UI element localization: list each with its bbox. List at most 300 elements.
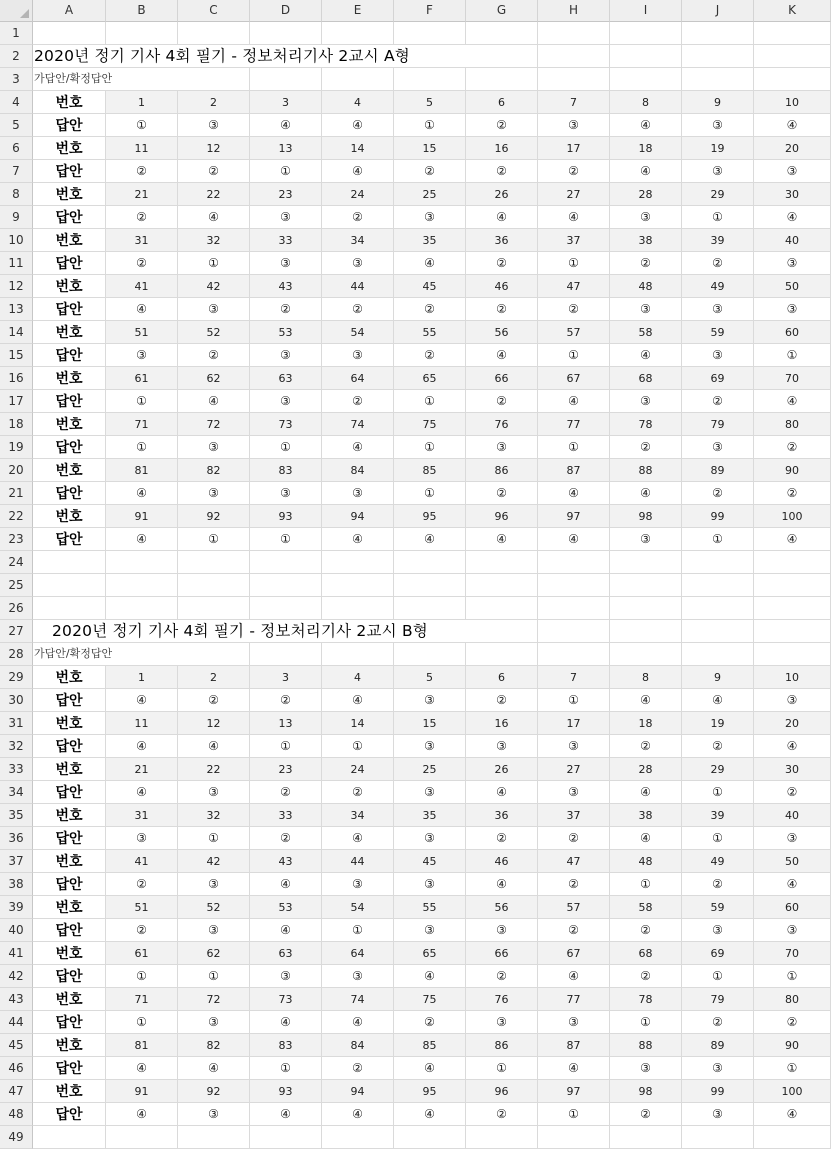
question-number-cell[interactable]: 64 — [322, 367, 394, 390]
row-header-11[interactable]: 11 — [0, 252, 33, 275]
answer-cell[interactable]: ④ — [610, 482, 682, 505]
question-number-cell[interactable]: 42 — [178, 850, 250, 873]
question-number-label[interactable]: 번호 — [33, 137, 106, 160]
answer-cell[interactable]: ④ — [106, 528, 178, 551]
answer-cell[interactable]: ④ — [754, 206, 831, 229]
question-number-cell[interactable]: 2 — [178, 91, 250, 114]
answer-cell[interactable]: ③ — [466, 735, 538, 758]
row-header-18[interactable]: 18 — [0, 413, 33, 436]
question-number-cell[interactable]: 19 — [682, 137, 754, 160]
question-number-cell[interactable]: 87 — [538, 1034, 610, 1057]
answer-cell[interactable]: ① — [538, 689, 610, 712]
answer-cell[interactable]: ① — [682, 827, 754, 850]
answer-cell[interactable]: ② — [754, 482, 831, 505]
question-number-cell[interactable]: 37 — [538, 229, 610, 252]
answer-cell[interactable]: ② — [754, 781, 831, 804]
question-number-cell[interactable]: 10 — [754, 666, 831, 689]
question-number-cell[interactable]: 26 — [466, 758, 538, 781]
answer-cell[interactable]: ① — [682, 528, 754, 551]
answer-label[interactable]: 답안 — [33, 827, 106, 850]
answer-cell[interactable]: ① — [106, 965, 178, 988]
answer-cell[interactable]: ④ — [538, 206, 610, 229]
empty-cell[interactable] — [538, 551, 610, 574]
question-number-cell[interactable]: 35 — [394, 229, 466, 252]
question-number-label[interactable]: 번호 — [33, 183, 106, 206]
question-number-cell[interactable]: 55 — [394, 896, 466, 919]
question-number-label[interactable]: 번호 — [33, 459, 106, 482]
answer-cell[interactable]: ② — [178, 160, 250, 183]
answer-cell[interactable]: ③ — [250, 482, 322, 505]
empty-cell[interactable] — [466, 551, 538, 574]
question-number-cell[interactable]: 11 — [106, 137, 178, 160]
row-header-19[interactable]: 19 — [0, 436, 33, 459]
question-number-cell[interactable]: 48 — [610, 275, 682, 298]
empty-cell[interactable] — [394, 643, 466, 666]
question-number-cell[interactable]: 66 — [466, 942, 538, 965]
question-number-cell[interactable]: 13 — [250, 137, 322, 160]
answer-label[interactable]: 답안 — [33, 965, 106, 988]
question-number-cell[interactable]: 61 — [106, 942, 178, 965]
answer-cell[interactable]: ③ — [322, 252, 394, 275]
empty-cell[interactable] — [322, 574, 394, 597]
answer-cell[interactable]: ③ — [610, 206, 682, 229]
question-number-cell[interactable]: 58 — [610, 321, 682, 344]
question-number-cell[interactable]: 55 — [394, 321, 466, 344]
question-number-cell[interactable]: 83 — [250, 1034, 322, 1057]
answer-cell[interactable]: ③ — [394, 735, 466, 758]
answer-cell[interactable]: ③ — [178, 873, 250, 896]
answer-cell[interactable]: ③ — [538, 1011, 610, 1034]
answer-cell[interactable]: ③ — [178, 298, 250, 321]
question-number-cell[interactable]: 90 — [754, 1034, 831, 1057]
empty-cell[interactable] — [394, 1126, 466, 1149]
answer-cell[interactable]: ③ — [322, 965, 394, 988]
question-number-cell[interactable]: 15 — [394, 712, 466, 735]
question-number-cell[interactable]: 88 — [610, 459, 682, 482]
empty-cell[interactable] — [754, 551, 831, 574]
question-number-cell[interactable]: 8 — [610, 666, 682, 689]
answer-cell[interactable]: ④ — [754, 1103, 831, 1126]
question-number-label[interactable]: 번호 — [33, 850, 106, 873]
empty-cell[interactable] — [322, 1126, 394, 1149]
empty-cell[interactable] — [610, 68, 682, 91]
question-number-cell[interactable]: 62 — [178, 942, 250, 965]
question-number-cell[interactable]: 14 — [322, 712, 394, 735]
answer-cell[interactable]: ① — [610, 1011, 682, 1034]
empty-cell[interactable] — [538, 45, 610, 68]
answer-cell[interactable]: ③ — [682, 114, 754, 137]
answer-cell[interactable]: ② — [394, 1011, 466, 1034]
question-number-cell[interactable]: 45 — [394, 850, 466, 873]
question-number-cell[interactable]: 92 — [178, 1080, 250, 1103]
row-header-41[interactable]: 41 — [0, 942, 33, 965]
question-number-cell[interactable]: 48 — [610, 850, 682, 873]
answer-cell[interactable]: ③ — [610, 1057, 682, 1080]
empty-cell[interactable] — [250, 1126, 322, 1149]
answer-cell[interactable]: ③ — [250, 252, 322, 275]
answer-cell[interactable]: ① — [538, 344, 610, 367]
answer-cell[interactable]: ③ — [466, 436, 538, 459]
answer-cell[interactable]: ② — [682, 482, 754, 505]
question-number-cell[interactable]: 56 — [466, 896, 538, 919]
answer-cell[interactable]: ① — [178, 827, 250, 850]
answer-cell[interactable]: ② — [322, 206, 394, 229]
answer-cell[interactable]: ② — [466, 298, 538, 321]
answer-label[interactable]: 답안 — [33, 1011, 106, 1034]
row-header-2[interactable]: 2 — [0, 45, 33, 68]
answer-label[interactable]: 답안 — [33, 298, 106, 321]
answer-cell[interactable]: ① — [394, 390, 466, 413]
answer-cell[interactable]: ④ — [250, 919, 322, 942]
question-number-cell[interactable]: 20 — [754, 137, 831, 160]
row-header-25[interactable]: 25 — [0, 574, 33, 597]
empty-cell[interactable] — [466, 1126, 538, 1149]
answer-cell[interactable]: ① — [106, 114, 178, 137]
row-header-49[interactable]: 49 — [0, 1126, 33, 1149]
answer-cell[interactable]: ① — [610, 873, 682, 896]
question-number-cell[interactable]: 57 — [538, 896, 610, 919]
answer-cell[interactable]: ④ — [178, 206, 250, 229]
question-number-cell[interactable]: 47 — [538, 275, 610, 298]
question-number-cell[interactable]: 56 — [466, 321, 538, 344]
answer-cell[interactable]: ③ — [178, 919, 250, 942]
question-number-cell[interactable]: 68 — [610, 942, 682, 965]
question-number-cell[interactable]: 54 — [322, 321, 394, 344]
answer-cell[interactable]: ③ — [394, 873, 466, 896]
row-header-3[interactable]: 3 — [0, 68, 33, 91]
answer-cell[interactable]: ④ — [106, 298, 178, 321]
question-number-cell[interactable]: 49 — [682, 275, 754, 298]
answer-cell[interactable]: ③ — [178, 482, 250, 505]
answer-cell[interactable]: ④ — [538, 482, 610, 505]
answer-cell[interactable]: ④ — [754, 873, 831, 896]
answer-cell[interactable]: ① — [178, 252, 250, 275]
answer-cell[interactable]: ③ — [178, 114, 250, 137]
answer-cell[interactable]: ② — [250, 689, 322, 712]
question-number-cell[interactable]: 94 — [322, 1080, 394, 1103]
empty-cell[interactable] — [682, 1126, 754, 1149]
question-number-cell[interactable]: 6 — [466, 666, 538, 689]
row-header-20[interactable]: 20 — [0, 459, 33, 482]
answer-cell[interactable]: ② — [754, 436, 831, 459]
answer-label[interactable]: 답안 — [33, 160, 106, 183]
question-number-cell[interactable]: 73 — [250, 988, 322, 1011]
column-header-a[interactable]: A — [33, 0, 106, 22]
question-number-cell[interactable]: 90 — [754, 459, 831, 482]
question-number-cell[interactable]: 16 — [466, 712, 538, 735]
answer-cell[interactable]: ② — [394, 160, 466, 183]
row-header-42[interactable]: 42 — [0, 965, 33, 988]
row-header-31[interactable]: 31 — [0, 712, 33, 735]
empty-cell[interactable] — [610, 620, 682, 643]
question-number-cell[interactable]: 39 — [682, 804, 754, 827]
answer-cell[interactable]: ④ — [178, 1057, 250, 1080]
question-number-label[interactable]: 번호 — [33, 229, 106, 252]
answer-cell[interactable]: ③ — [178, 1011, 250, 1034]
question-number-cell[interactable]: 33 — [250, 804, 322, 827]
column-header-b[interactable]: B — [106, 0, 178, 22]
question-number-cell[interactable]: 96 — [466, 1080, 538, 1103]
answer-label[interactable]: 답안 — [33, 1057, 106, 1080]
empty-cell[interactable] — [33, 22, 106, 45]
answer-cell[interactable]: ② — [610, 735, 682, 758]
question-number-cell[interactable]: 3 — [250, 91, 322, 114]
question-number-cell[interactable]: 40 — [754, 804, 831, 827]
question-number-label[interactable]: 번호 — [33, 367, 106, 390]
question-number-cell[interactable]: 4 — [322, 91, 394, 114]
row-header-36[interactable]: 36 — [0, 827, 33, 850]
question-number-cell[interactable]: 34 — [322, 229, 394, 252]
answer-cell[interactable]: ④ — [106, 1057, 178, 1080]
question-number-cell[interactable]: 3 — [250, 666, 322, 689]
answer-cell[interactable]: ② — [250, 827, 322, 850]
answer-cell[interactable]: ④ — [394, 528, 466, 551]
question-number-cell[interactable]: 41 — [106, 275, 178, 298]
answer-label[interactable]: 답안 — [33, 735, 106, 758]
question-number-label[interactable]: 번호 — [33, 1034, 106, 1057]
answer-cell[interactable]: ④ — [106, 735, 178, 758]
question-number-cell[interactable]: 97 — [538, 1080, 610, 1103]
empty-cell[interactable] — [322, 22, 394, 45]
question-number-cell[interactable]: 57 — [538, 321, 610, 344]
answer-cell[interactable]: ② — [610, 919, 682, 942]
empty-cell[interactable] — [754, 45, 831, 68]
row-header-40[interactable]: 40 — [0, 919, 33, 942]
row-header-30[interactable]: 30 — [0, 689, 33, 712]
answer-label[interactable]: 답안 — [33, 344, 106, 367]
question-number-cell[interactable]: 47 — [538, 850, 610, 873]
row-header-16[interactable]: 16 — [0, 367, 33, 390]
question-number-cell[interactable]: 39 — [682, 229, 754, 252]
answer-cell[interactable]: ④ — [466, 528, 538, 551]
row-header-24[interactable]: 24 — [0, 551, 33, 574]
empty-cell[interactable] — [754, 643, 831, 666]
question-number-cell[interactable]: 86 — [466, 1034, 538, 1057]
answer-cell[interactable]: ④ — [322, 436, 394, 459]
row-header-34[interactable]: 34 — [0, 781, 33, 804]
row-header-45[interactable]: 45 — [0, 1034, 33, 1057]
empty-cell[interactable] — [178, 597, 250, 620]
answer-label[interactable]: 답안 — [33, 252, 106, 275]
empty-cell[interactable] — [250, 597, 322, 620]
answer-label[interactable]: 답안 — [33, 528, 106, 551]
question-number-cell[interactable]: 85 — [394, 1034, 466, 1057]
question-number-cell[interactable]: 88 — [610, 1034, 682, 1057]
row-header-14[interactable]: 14 — [0, 321, 33, 344]
row-header-39[interactable]: 39 — [0, 896, 33, 919]
answer-cell[interactable]: ③ — [394, 206, 466, 229]
empty-cell[interactable] — [33, 597, 106, 620]
question-number-cell[interactable]: 63 — [250, 942, 322, 965]
question-number-cell[interactable]: 79 — [682, 988, 754, 1011]
answer-cell[interactable]: ④ — [178, 735, 250, 758]
question-number-cell[interactable]: 22 — [178, 183, 250, 206]
question-number-cell[interactable]: 100 — [754, 505, 831, 528]
answer-cell[interactable]: ③ — [394, 827, 466, 850]
question-number-cell[interactable]: 82 — [178, 459, 250, 482]
answer-cell[interactable]: ② — [538, 160, 610, 183]
question-number-cell[interactable]: 98 — [610, 505, 682, 528]
answer-cell[interactable]: ② — [466, 390, 538, 413]
answer-cell[interactable]: ① — [394, 436, 466, 459]
question-number-cell[interactable]: 68 — [610, 367, 682, 390]
question-number-cell[interactable]: 13 — [250, 712, 322, 735]
answer-cell[interactable]: ① — [250, 436, 322, 459]
answer-cell[interactable]: ① — [682, 781, 754, 804]
empty-cell[interactable] — [33, 1126, 106, 1149]
question-number-cell[interactable]: 38 — [610, 804, 682, 827]
question-number-cell[interactable]: 32 — [178, 229, 250, 252]
column-header-g[interactable]: G — [466, 0, 538, 22]
answer-cell[interactable]: ② — [394, 344, 466, 367]
question-number-cell[interactable]: 61 — [106, 367, 178, 390]
answer-cell[interactable]: ② — [682, 390, 754, 413]
question-number-cell[interactable]: 9 — [682, 91, 754, 114]
empty-cell[interactable] — [106, 597, 178, 620]
answer-label[interactable]: 답안 — [33, 206, 106, 229]
question-number-cell[interactable]: 82 — [178, 1034, 250, 1057]
answer-cell[interactable]: ① — [394, 482, 466, 505]
empty-cell[interactable] — [754, 1126, 831, 1149]
answer-cell[interactable]: ④ — [322, 114, 394, 137]
answer-status-label[interactable]: 가답안/확정답안 — [34, 643, 234, 665]
question-number-cell[interactable]: 97 — [538, 505, 610, 528]
answer-cell[interactable]: ④ — [250, 873, 322, 896]
empty-cell[interactable] — [754, 22, 831, 45]
row-header-46[interactable]: 46 — [0, 1057, 33, 1080]
question-number-cell[interactable]: 36 — [466, 804, 538, 827]
answer-cell[interactable]: ② — [394, 298, 466, 321]
answer-cell[interactable]: ① — [682, 206, 754, 229]
empty-cell[interactable] — [106, 22, 178, 45]
row-header-6[interactable]: 6 — [0, 137, 33, 160]
answer-cell[interactable]: ③ — [178, 436, 250, 459]
question-number-cell[interactable]: 46 — [466, 275, 538, 298]
question-number-cell[interactable]: 46 — [466, 850, 538, 873]
question-number-cell[interactable]: 62 — [178, 367, 250, 390]
question-number-cell[interactable]: 76 — [466, 988, 538, 1011]
empty-cell[interactable] — [682, 574, 754, 597]
row-header-33[interactable]: 33 — [0, 758, 33, 781]
empty-cell[interactable] — [538, 574, 610, 597]
question-number-cell[interactable]: 99 — [682, 505, 754, 528]
question-number-cell[interactable]: 60 — [754, 321, 831, 344]
empty-cell[interactable] — [754, 68, 831, 91]
answer-cell[interactable]: ③ — [250, 390, 322, 413]
question-number-cell[interactable]: 73 — [250, 413, 322, 436]
answer-label[interactable]: 답안 — [33, 436, 106, 459]
question-number-cell[interactable]: 11 — [106, 712, 178, 735]
row-header-26[interactable]: 26 — [0, 597, 33, 620]
answer-cell[interactable]: ③ — [250, 344, 322, 367]
question-number-cell[interactable]: 63 — [250, 367, 322, 390]
answer-cell[interactable]: ③ — [322, 873, 394, 896]
question-number-cell[interactable]: 30 — [754, 758, 831, 781]
row-header-29[interactable]: 29 — [0, 666, 33, 689]
answer-cell[interactable]: ③ — [754, 252, 831, 275]
answer-cell[interactable]: ② — [322, 390, 394, 413]
question-number-cell[interactable]: 42 — [178, 275, 250, 298]
question-number-label[interactable]: 번호 — [33, 942, 106, 965]
answer-label[interactable]: 답안 — [33, 1103, 106, 1126]
empty-cell[interactable] — [610, 1126, 682, 1149]
question-number-cell[interactable]: 49 — [682, 850, 754, 873]
empty-cell[interactable] — [682, 45, 754, 68]
answer-cell[interactable]: ④ — [538, 1057, 610, 1080]
question-number-cell[interactable]: 19 — [682, 712, 754, 735]
empty-cell[interactable] — [754, 574, 831, 597]
answer-cell[interactable]: ④ — [322, 1011, 394, 1034]
question-number-cell[interactable]: 15 — [394, 137, 466, 160]
answer-cell[interactable]: ② — [538, 919, 610, 942]
empty-cell[interactable] — [682, 620, 754, 643]
answer-cell[interactable]: ③ — [682, 344, 754, 367]
column-header-f[interactable]: F — [394, 0, 466, 22]
question-number-cell[interactable]: 89 — [682, 1034, 754, 1057]
question-number-label[interactable]: 번호 — [33, 804, 106, 827]
question-number-cell[interactable]: 12 — [178, 137, 250, 160]
answer-cell[interactable]: ② — [106, 206, 178, 229]
answer-cell[interactable]: ③ — [394, 689, 466, 712]
answer-cell[interactable]: ④ — [466, 206, 538, 229]
answer-cell[interactable]: ② — [466, 160, 538, 183]
answer-cell[interactable]: ④ — [394, 1103, 466, 1126]
empty-cell[interactable] — [682, 68, 754, 91]
question-number-cell[interactable]: 29 — [682, 183, 754, 206]
row-header-9[interactable]: 9 — [0, 206, 33, 229]
empty-cell[interactable] — [178, 574, 250, 597]
question-number-cell[interactable]: 23 — [250, 758, 322, 781]
question-number-cell[interactable]: 100 — [754, 1080, 831, 1103]
answer-cell[interactable]: ② — [178, 689, 250, 712]
answer-cell[interactable]: ③ — [610, 390, 682, 413]
sheet-title[interactable]: 2020년 정기 기사 4회 필기 - 정보처리기사 2교시 A형 — [34, 45, 534, 67]
row-header-28[interactable]: 28 — [0, 643, 33, 666]
question-number-cell[interactable]: 81 — [106, 459, 178, 482]
question-number-label[interactable]: 번호 — [33, 1080, 106, 1103]
answer-cell[interactable]: ② — [178, 344, 250, 367]
answer-cell[interactable]: ④ — [394, 252, 466, 275]
empty-cell[interactable] — [178, 551, 250, 574]
answer-cell[interactable]: ④ — [106, 1103, 178, 1126]
row-header-4[interactable]: 4 — [0, 91, 33, 114]
question-number-cell[interactable]: 22 — [178, 758, 250, 781]
question-number-cell[interactable]: 52 — [178, 896, 250, 919]
question-number-label[interactable]: 번호 — [33, 413, 106, 436]
question-number-cell[interactable]: 70 — [754, 367, 831, 390]
row-header-32[interactable]: 32 — [0, 735, 33, 758]
answer-cell[interactable]: ① — [322, 735, 394, 758]
answer-cell[interactable]: ④ — [538, 390, 610, 413]
answer-cell[interactable]: ② — [538, 298, 610, 321]
column-header-d[interactable]: D — [250, 0, 322, 22]
question-number-cell[interactable]: 31 — [106, 229, 178, 252]
question-number-cell[interactable]: 41 — [106, 850, 178, 873]
answer-cell[interactable]: ④ — [538, 528, 610, 551]
answer-cell[interactable]: ② — [322, 298, 394, 321]
empty-cell[interactable] — [466, 68, 538, 91]
answer-cell[interactable]: ② — [106, 919, 178, 942]
question-number-label[interactable]: 번호 — [33, 275, 106, 298]
empty-cell[interactable] — [466, 643, 538, 666]
answer-cell[interactable]: ② — [682, 735, 754, 758]
answer-cell[interactable]: ① — [250, 1057, 322, 1080]
question-number-cell[interactable]: 91 — [106, 1080, 178, 1103]
question-number-cell[interactable]: 69 — [682, 367, 754, 390]
column-header-c[interactable]: C — [178, 0, 250, 22]
answer-cell[interactable]: ④ — [754, 390, 831, 413]
answer-cell[interactable]: ③ — [754, 919, 831, 942]
